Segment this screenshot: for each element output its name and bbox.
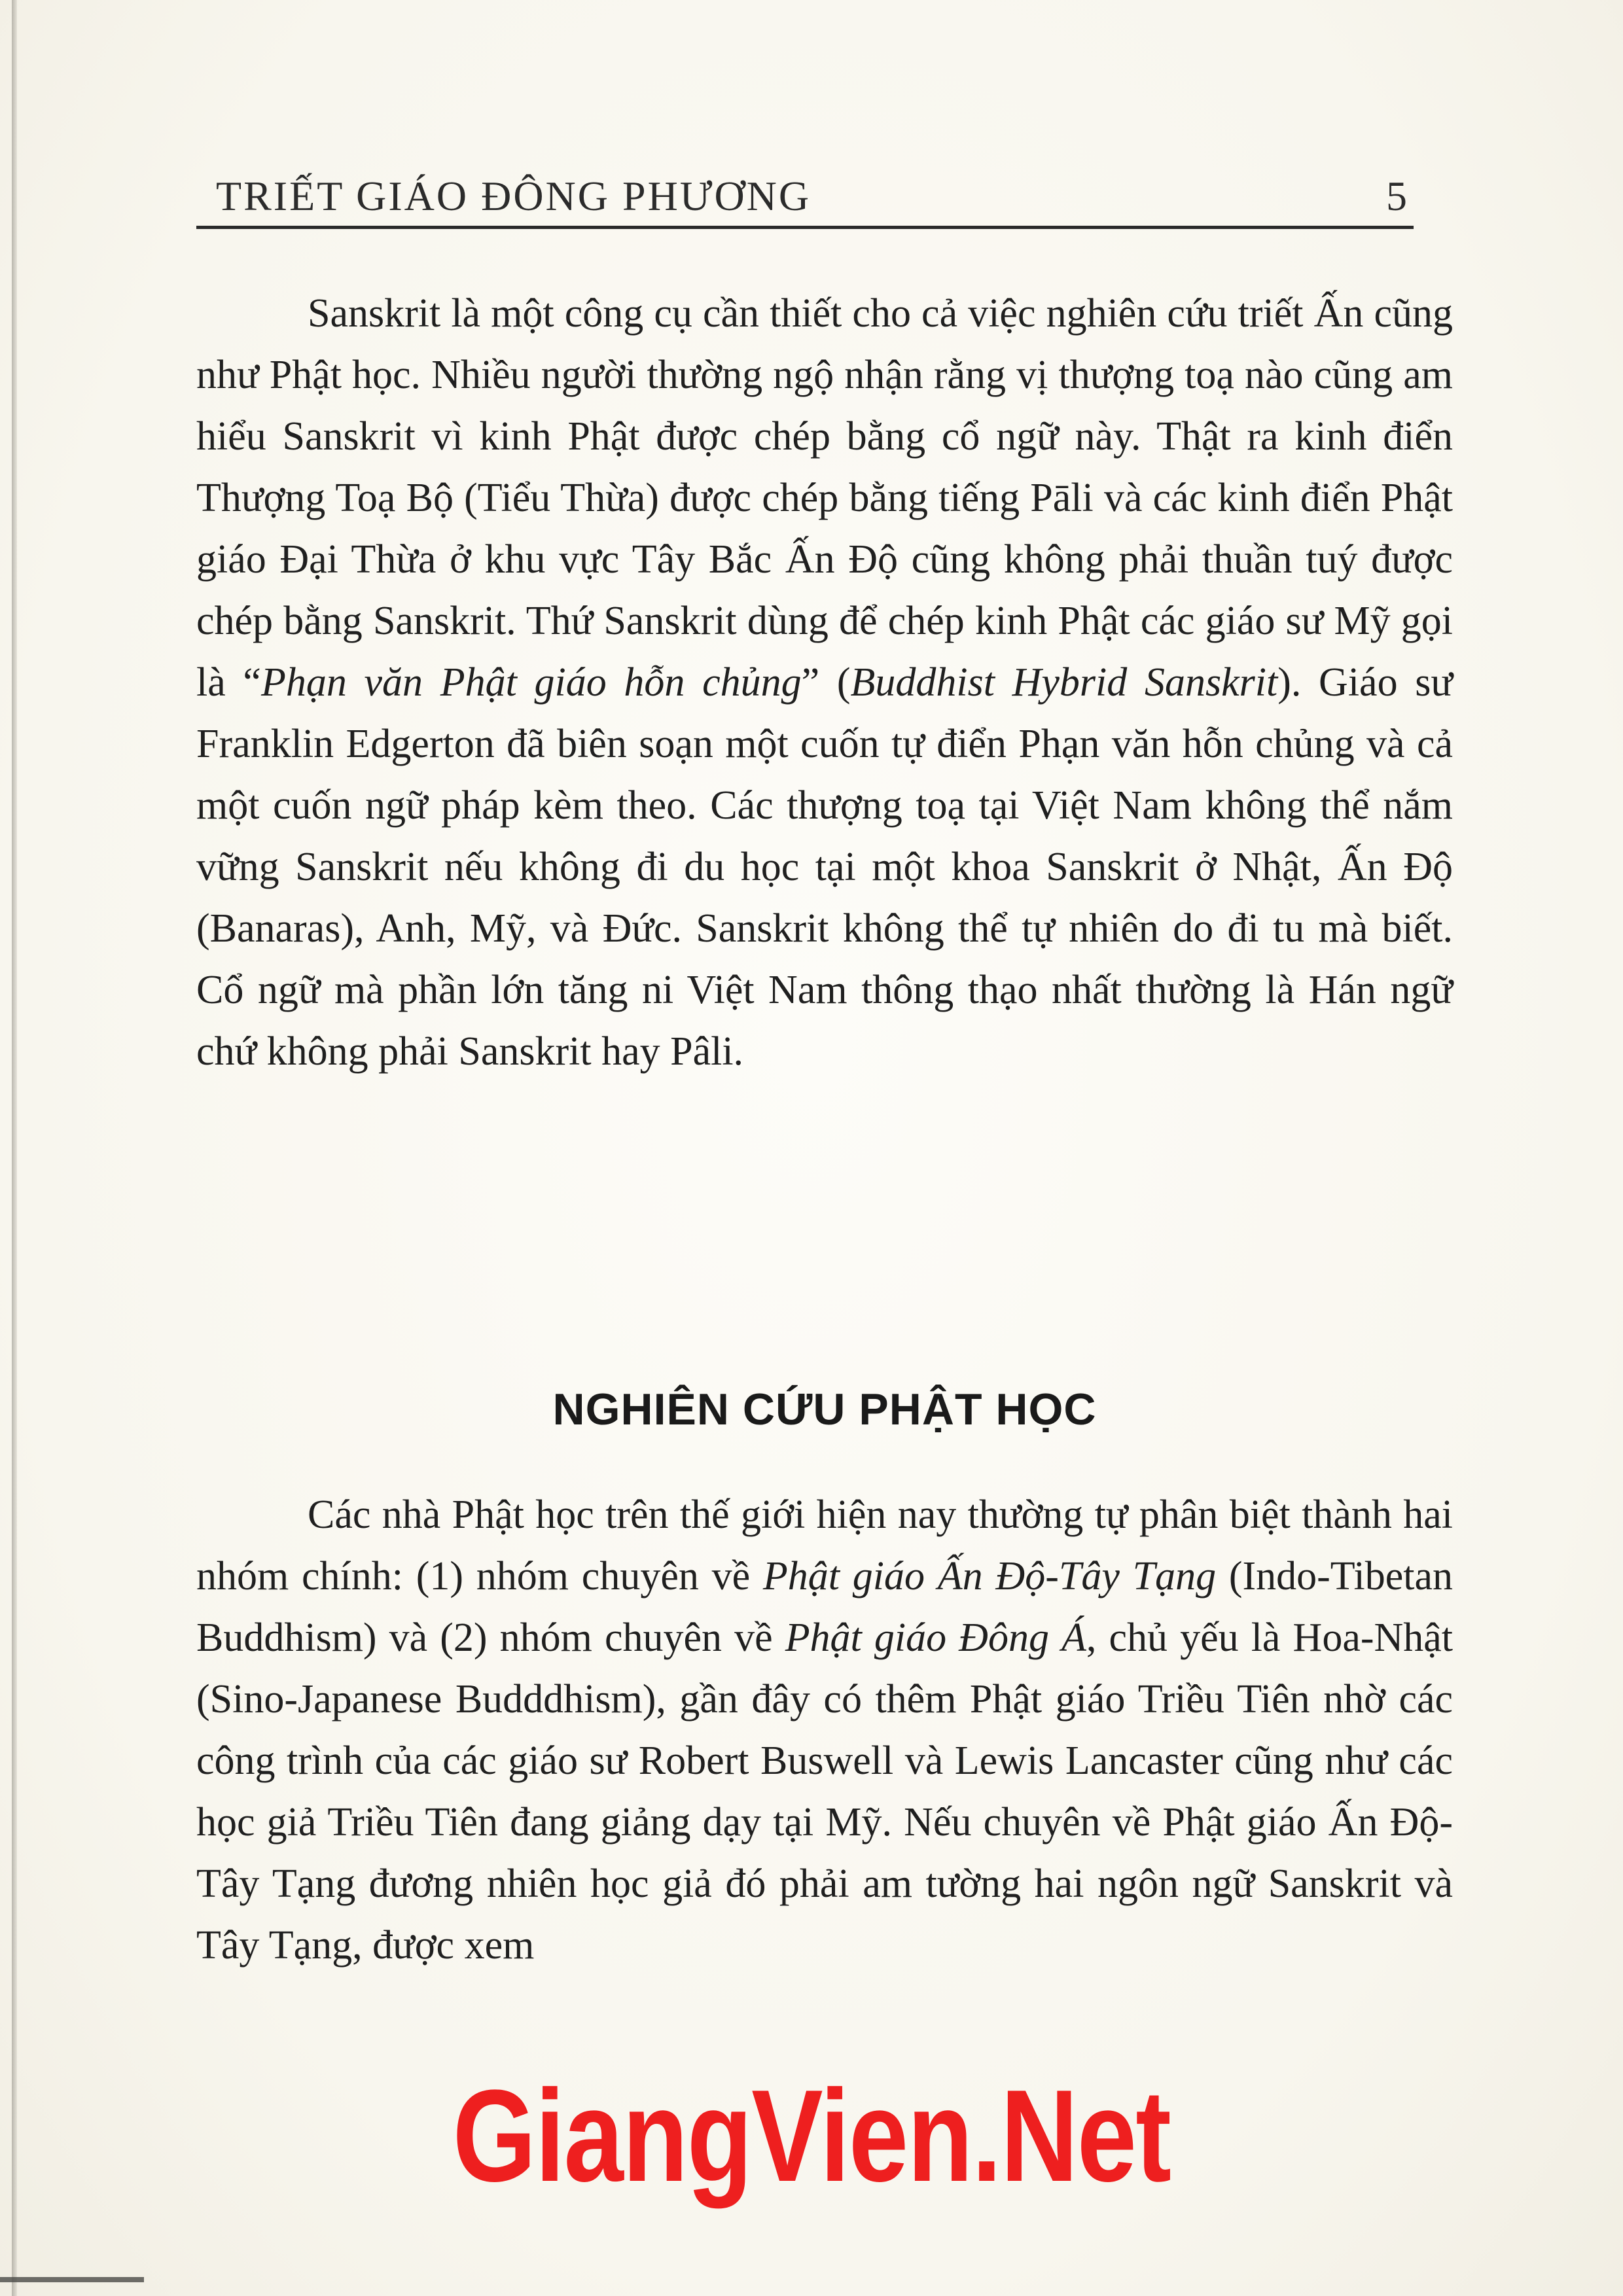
paragraph-1-text-a: Sanskrit là một công cụ cần thiết cho cả việc nghiên cứu triết Ấn cũng như Phật học. Nhiều người thường ngộ nhận rằng vị thượng toạ nào cũng am hiểu Sanskrit vì kinh Phật được chép bằng cổ ngữ này. Thật ra kinh điển Thượng Toạ Bộ (Tiểu Thừa) được chép bằng tiếng Pāli và các kinh điển Phật giáo Đại Thừa ở khu vực Tây Bắc Ấn Độ cũng không phải thuần tuý được chép bằng Sanskrit. Thứ Sanskrit dùng để chép kinh Phật các giáo sư Mỹ gọi là “ bbox=[196, 291, 1453, 705]
paragraph-2-text-b: (Indo-Tibetan Buddhism) và (2) nhóm chuyên về bbox=[196, 1554, 1453, 1660]
paragraph-1-text-b: ” ( bbox=[801, 660, 851, 705]
paragraph-1-italic-b: Buddhist Hybrid Sanskrit bbox=[850, 660, 1278, 705]
page-number: 5 bbox=[1386, 173, 1407, 219]
scan-edge-shadow bbox=[12, 0, 17, 2296]
watermark-logo: GiangVien.Net bbox=[452, 2063, 1171, 2209]
paragraph-2-italic-b: Phật giáo Đông Á bbox=[785, 1616, 1086, 1660]
scan-bottom-mark bbox=[0, 2277, 144, 2282]
running-header bbox=[196, 167, 1414, 229]
section-heading: NGHIÊN CỨU PHẬT HỌC bbox=[552, 1385, 1097, 1434]
paragraph-1-italic-a: Phạn văn Phật giáo hỗn chủng bbox=[260, 660, 802, 705]
paragraph-2-italic-a: Phật giáo Ấn Độ-Tây Tạng bbox=[762, 1554, 1217, 1598]
paragraph-buddhist-studies bbox=[196, 1484, 1453, 1976]
paragraph-1-text-c: ). Giáo sư Franklin Edgerton đã biên soạn một cuốn tự điển Phạn văn hỗn chủng và cả một cuốn ngữ pháp kèm theo. Các thượng toạ tại Việt Nam không thể nắm vững Sanskrit nếu không đi du học tại một khoa Sanskrit ở Nhật, Ấn Độ (Banaras), Anh, Mỹ, và Đức. Sanskrit không thể tự nhiên do đi tu mà biết. Cổ ngữ mà phần lớn tăng ni Việt Nam thông thạo nhất thường là Hán ngữ chứ không phải Sanskrit hay Pâli. bbox=[196, 660, 1453, 1074]
paragraph-2-text-a: Các nhà Phật học trên thế giới hiện nay thường tự phân biệt thành hai nhóm chính: (1) nhóm chuyên về bbox=[196, 1492, 1453, 1598]
header-title: TRIẾT GIÁO ĐÔNG PHƯƠNG bbox=[216, 173, 812, 219]
paragraph-sanskrit bbox=[196, 283, 1453, 1082]
paragraph-2-text-c: , chủ yếu là Hoa-Nhật (Sino-Japanese Budddhism), gần đây có thêm Phật giáo Triều Tiên nhờ các công trình của các giáo sư Robert Buswell và Lewis Lancaster cũng như các học giả Triều Tiên đang giảng dạy tại Mỹ. Nếu chuyên về Phật giáo Ấn Độ-Tây Tạng đương nhiên học giả đó phải am tường hai ngôn ngữ Sanskrit và Tây Tạng, được xem bbox=[196, 1616, 1453, 1968]
